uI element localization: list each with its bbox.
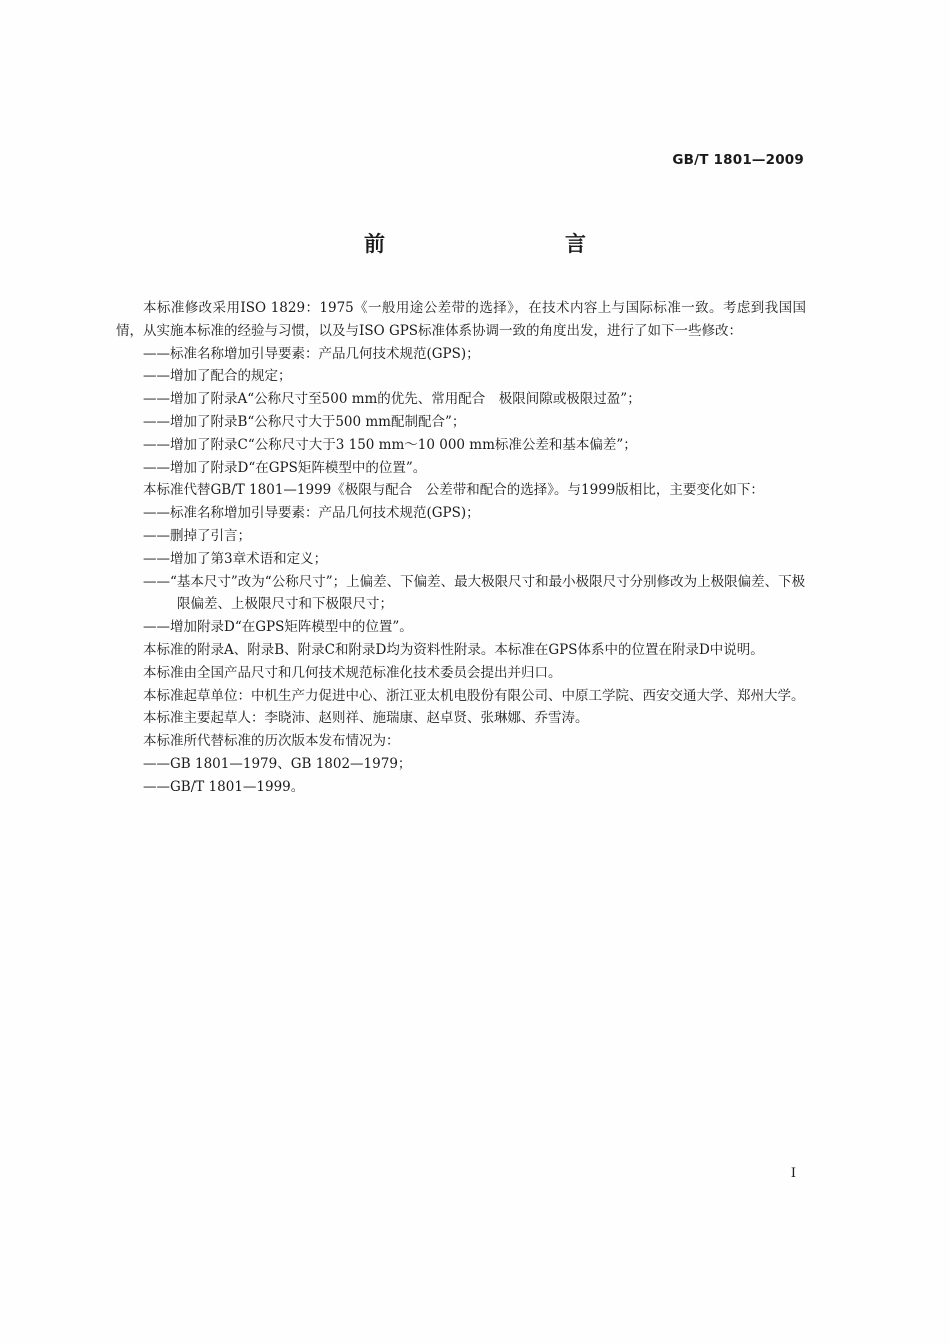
- page-number: I: [790, 1166, 796, 1181]
- list-item: ——增加了附录C“公称尺寸大于3 150 mm～10 000 mm标准公差和基本偏差”；: [143, 436, 637, 453]
- list-item: ——增加了附录D“在GPS矩阵模型中的位置”。: [143, 459, 427, 476]
- list-item: ——增加了第3章术语和定义；: [143, 550, 328, 567]
- paragraph-drafters: 本标准主要起草人：李晓沛、赵则祥、施瑞康、赵卓贤、张琳娜、乔雪涛。: [143, 710, 589, 727]
- paragraph-replacement: 本标准代替GB/T 1801—1999《极限与配合 公差带和配合的选择》。与1999版相比，主要变化如下：: [143, 482, 764, 499]
- list-item: ——增加了附录B“公称尺寸大于500 mm配制配合”；: [143, 413, 466, 430]
- paragraph-history: 本标准所代替标准的历次版本发布情况为：: [143, 733, 400, 750]
- list-item: ——增加附录D“在GPS矩阵模型中的位置”。: [143, 619, 413, 636]
- list-item: ——GB 1801—1979、GB 1802—1979；: [143, 755, 412, 772]
- paragraph-proposer: 本标准由全国产品尺寸和几何技术规范标准化技术委员会提出并归口。: [143, 664, 562, 681]
- paragraph-annexes: 本标准的附录A、附录B、附录C和附录D均为资料性附录。本标准在GPS体系中的位置在附录D中说明。: [143, 641, 764, 658]
- list-item: ——GB/T 1801—1999。: [143, 778, 305, 795]
- foreword-body: [116, 297, 806, 799]
- list-item: ——标准名称增加引导要素：产品几何技术规范(GPS)；: [143, 505, 480, 522]
- standard-code: GB/T 1801—2009: [672, 152, 804, 168]
- list-item: ——删掉了引言；: [143, 527, 251, 544]
- paragraph-adoption: 本标准修改采用ISO 1829：1975《一般用途公差带的选择》，在技术内容上与国际标准一致。考虑到我国国情，从实施本标准的经验与习惯，以及与ISO GPS标准体系协调一致的角度出发，进行了如下一些修改：: [116, 300, 806, 339]
- list-item: ——增加了配合的规定；: [143, 368, 292, 385]
- paragraph-drafting-units: 本标准起草单位：中机生产力促进中心、浙江亚太机电股份有限公司、中原工学院、西安交通大学、郑州大学。: [143, 687, 805, 704]
- page-title: 前 言: [364, 232, 632, 256]
- list-item: ——增加了附录A“公称尺寸至500 mm的优先、常用配合 极限间隙或极限过盈”；: [143, 391, 641, 408]
- list-item: ——“基本尺寸”改为“公称尺寸”；上偏差、下偏差、最大极限尺寸和最小极限尺寸分别修改为上极限偏差、下极限偏差、上极限尺寸和下极限尺寸；: [143, 573, 806, 613]
- list-item: ——标准名称增加引导要素：产品几何技术规范(GPS)；: [143, 345, 480, 362]
